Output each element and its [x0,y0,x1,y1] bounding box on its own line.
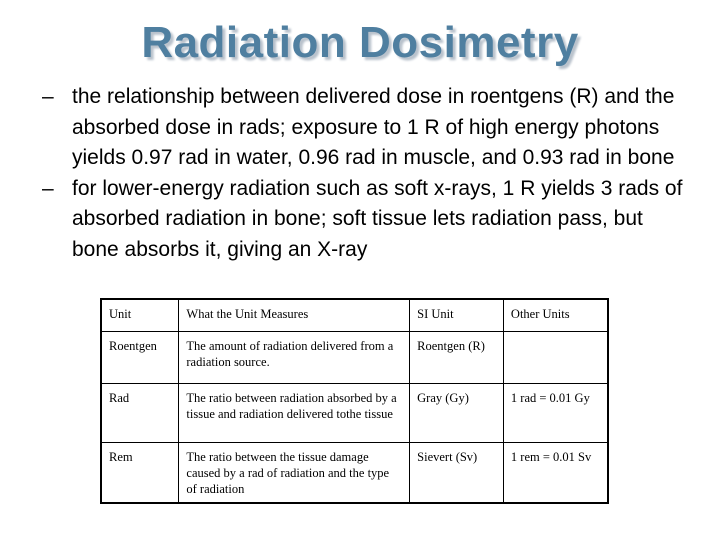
table-cell: The ratio between the tissue damage caused by a rad of radiation and the type of radiation [179,443,410,504]
header-cell: Unit [101,299,179,332]
table-cell: Roentgen [101,332,179,384]
table-cell: The amount of radiation delivered from a radiation source. [179,332,410,384]
table-row [101,332,608,384]
bullet-item [42,82,692,174]
slide-title: Radiation Dosimetry [141,18,579,67]
bullet-text: the relationship between delivered dose in roentgens (R) and the absorbed dose in rads; exposure to 1 R of high energy photons yields 0.97 rad in water, 0.96 rad in muscle, and 0.93 rad in bone [72,85,675,169]
header-cell: What the Unit Measures [179,299,410,332]
table-cell: 1 rad = 0.01 Gy [503,384,608,443]
bullet-text: for lower-energy radiation such as soft x-rays, 1 R yields 3 rads of absorbed radiation in bone; soft tissue lets radiation pass, but bone absorbs it, giving an X-ray [72,176,683,261]
table-cell: Sievert (Sv) [410,443,504,504]
header-cell: SI Unit [410,299,504,332]
bullet-dash: – [42,176,54,200]
units-table [100,298,609,504]
table-cell: 1 rem = 0.01 Sv [503,443,608,504]
table-row [101,443,608,504]
table-cell: Rad [101,384,179,443]
table-header-row [101,299,608,332]
bullet-list [42,82,692,265]
bullet-dash: – [42,85,54,108]
header-cell: Other Units [503,299,608,332]
table-cell: Roentgen (R) [410,332,504,384]
table-cell [503,332,608,384]
table-cell: The ratio between radiation absorbed by a tissue and radiation delivered tothe tissue [179,384,410,443]
table-cell: Gray (Gy) [410,384,504,443]
bullet-item [42,174,692,266]
table-cell: Rem [101,443,179,504]
table-row [101,384,608,443]
